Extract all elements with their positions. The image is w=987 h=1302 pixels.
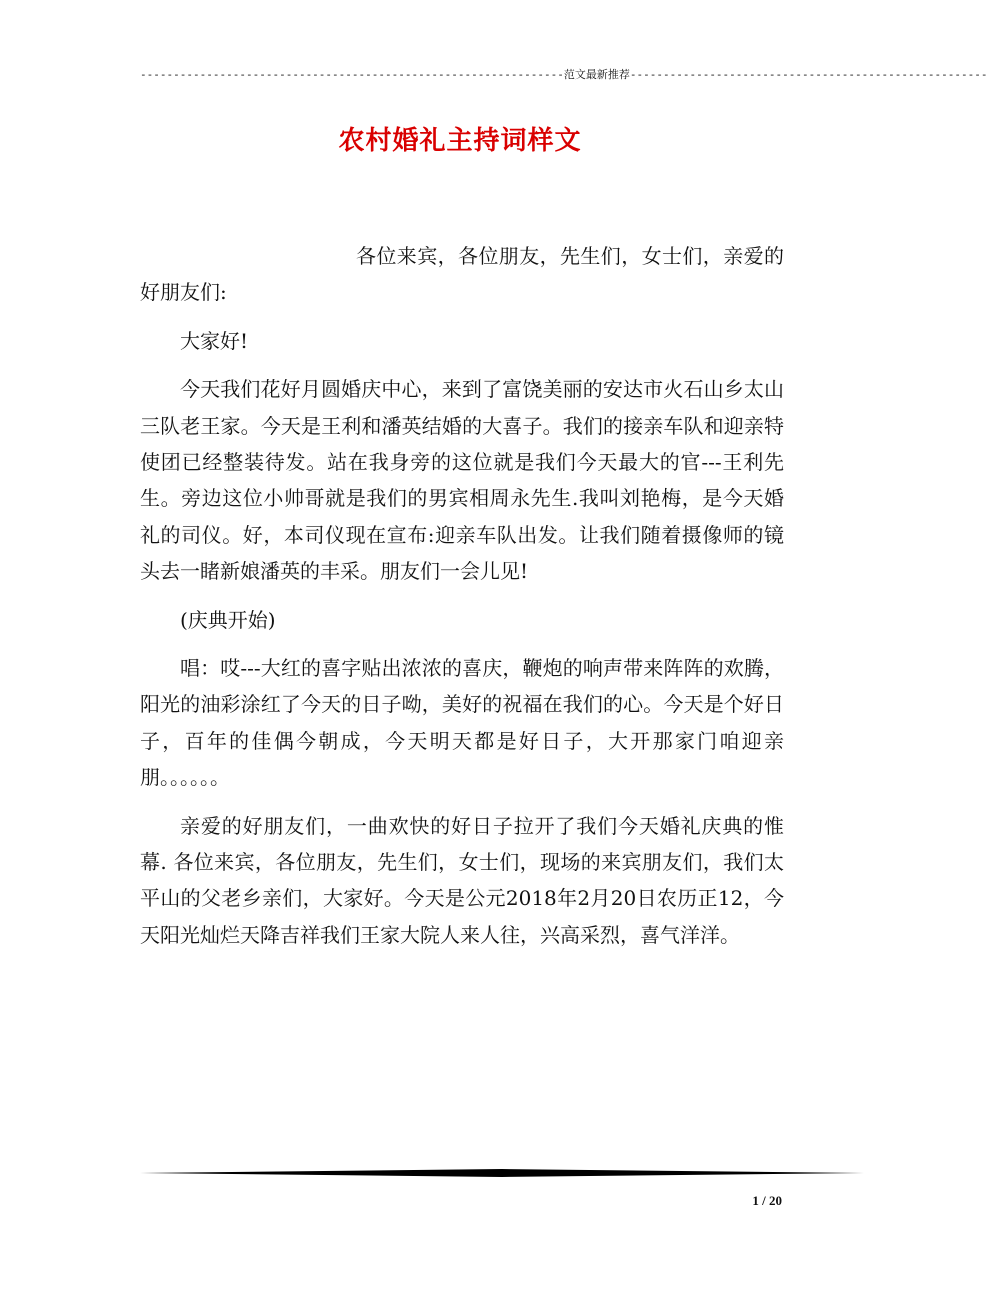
body-paragraph: 亲爱的好朋友们，一曲欢快的好日子拉开了我们今天婚礼庆典的惟幕. 各位来宾，各位朋友，先生们，女士们，现场的来宾朋友们，我们太平山的父老乡亲们，大家好。今天是公元2018年2月20日农历正12，今天阳光灿烂天降吉祥我们王家大院人来人往，兴高采烈，喜气洋洋。 [140,813,784,947]
document-title: 农村婚礼主持词样文 [338,126,582,156]
footer-divider [140,1168,864,1178]
header-banner: ----------------------------------------------------------------范文最新推荐------------------------------------------------------ [140,68,987,81]
body-paragraph: 今天我们花好月圆婚庆中心，来到了富饶美丽的安达市火石山乡太山三队老王家。今天是王利和潘英结婚的大喜子。我们的接亲车队和迎亲特使团已经整装待发。站在我身旁的这位就是我们今天最大的官---王利先生。旁边这位小帅哥就是我们的男宾相周永先生.我叫刘艳梅，是今天婚礼的司仪。好，本司仪现在宣布:迎亲车队出发。让我们随着摄像师的镜头去一睹新娘潘英的丰采。朋友们一会儿见! [140,377,784,583]
song-paragraph: 唱：哎---大红的喜字贴出浓浓的喜庆，鞭炮的响声带来阵阵的欢腾，阳光的油彩涂红了今天的日子呦，美好的祝福在我们的心。今天是个好日子，百年的佳偶今朝成，今天明天都是好日子，大开那家门咱迎亲朋。。。。。。 [140,656,784,790]
page-number: 1 / 20 [752,1193,782,1208]
salutation-paragraph: 各位来宾，各位朋友，先生们，女士们，亲爱的好朋友们: [140,244,784,305]
ceremony-start-paragraph: (庆典开始) [180,607,276,632]
greeting-paragraph: 大家好! [180,328,249,353]
document-body [140,238,784,953]
